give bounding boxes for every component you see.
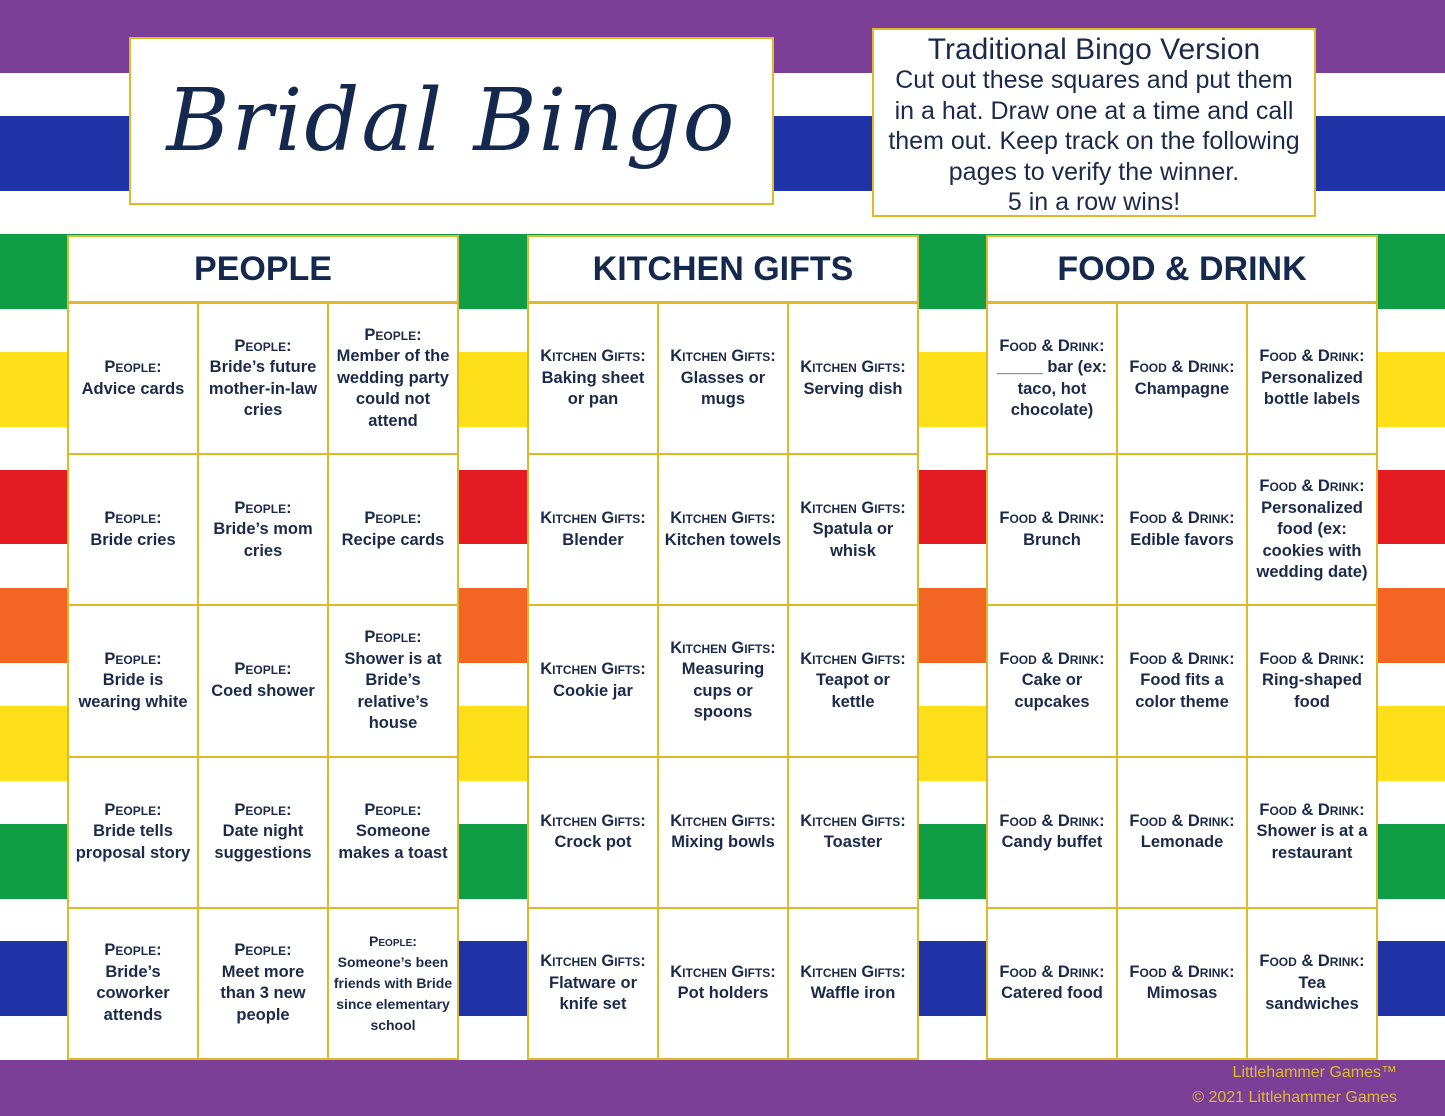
bingo-square	[659, 606, 787, 755]
column-people	[67, 235, 459, 1033]
column-kitchen-gifts	[527, 235, 919, 1014]
square-text: Bride’s mom cries	[213, 520, 313, 560]
square-category: People:	[104, 649, 162, 668]
bingo-square	[988, 455, 1116, 604]
square-text: Serving dish	[803, 379, 903, 398]
square-text: Member of the wedding party could not attend	[336, 347, 450, 430]
square-text: Bride’s coworker attends	[96, 962, 170, 1024]
bingo-grid	[986, 302, 1378, 1060]
bingo-square	[199, 455, 327, 604]
square-category: Kitchen Gifts:	[670, 347, 776, 366]
bingo-square	[1248, 304, 1376, 453]
square-category: Food & Drink:	[1259, 649, 1365, 668]
bingo-grid	[67, 302, 459, 1060]
square-text: Champagne	[1134, 379, 1230, 398]
square-text: _____ bar (ex: taco, hot chocolate)	[996, 358, 1108, 420]
bingo-square	[529, 606, 657, 755]
stripe-purple-bottom	[0, 1060, 1445, 1116]
square-category: People:	[364, 509, 422, 528]
square-text: Toaster	[823, 833, 883, 852]
square-text: Pot holders	[677, 984, 769, 1003]
square-text: Mixing bowls	[671, 833, 775, 852]
square-category: People:	[364, 800, 422, 819]
square-category: Kitchen Gifts:	[800, 962, 906, 981]
column-food-drink	[986, 235, 1378, 1014]
bingo-square	[69, 758, 197, 907]
square-category: People:	[234, 336, 292, 355]
square-category: People:	[234, 498, 292, 517]
instructions-line: pages to verify the winner.	[948, 157, 1240, 186]
square-text: Advice cards	[81, 379, 185, 398]
bingo-square	[199, 909, 327, 1058]
square-text: Food fits a color theme	[1135, 671, 1229, 711]
square-text: Coed shower	[211, 681, 315, 700]
square-category: Kitchen Gifts:	[800, 649, 906, 668]
square-text: Cake or cupcakes	[1014, 671, 1090, 711]
bingo-square	[659, 455, 787, 604]
square-text: Recipe cards	[341, 530, 445, 549]
square-category: Food & Drink:	[999, 336, 1105, 355]
square-text: Bride cries	[90, 530, 176, 549]
square-text: Spatula or whisk	[812, 520, 894, 560]
bingo-square	[529, 758, 657, 907]
bingo-square	[1118, 758, 1246, 907]
bingo-square	[329, 606, 457, 755]
bingo-square	[988, 606, 1116, 755]
square-text: Bride is wearing white	[78, 671, 188, 711]
bingo-square	[199, 606, 327, 755]
bingo-square	[659, 304, 787, 453]
square-category: Kitchen Gifts:	[540, 509, 646, 528]
square-category: People:	[104, 358, 162, 377]
square-category: People:	[234, 941, 292, 960]
bingo-square	[199, 304, 327, 453]
square-text: Brunch	[1023, 530, 1081, 549]
bingo-square	[1248, 606, 1376, 755]
square-category: Food & Drink:	[1129, 811, 1235, 830]
square-text: Kitchen towels	[664, 530, 782, 549]
square-category: Kitchen Gifts:	[800, 358, 906, 377]
footer-brand: Littlehammer Games™	[1232, 1064, 1397, 1081]
square-text: Glasses or mugs	[680, 368, 766, 409]
square-text: Shower is at a restaurant	[1256, 822, 1368, 862]
square-text: Measuring cups or spoons	[681, 660, 765, 722]
square-category: Kitchen Gifts:	[540, 952, 646, 971]
square-category: Food & Drink:	[1259, 347, 1365, 366]
bingo-square	[69, 304, 197, 453]
square-text: Flatware or knife set	[548, 973, 638, 1014]
square-category: Kitchen Gifts:	[670, 509, 776, 528]
square-text: Someone makes a toast	[338, 822, 448, 862]
square-category: Food & Drink:	[1129, 358, 1235, 377]
bingo-square	[1248, 758, 1376, 907]
square-category: Kitchen Gifts:	[800, 498, 906, 517]
square-category: Kitchen Gifts:	[670, 638, 776, 657]
square-text: Teapot or kettle	[816, 671, 890, 711]
bingo-square	[199, 758, 327, 907]
square-category: People:	[104, 509, 162, 528]
bingo-square	[69, 909, 197, 1058]
square-category: Food & Drink:	[1259, 477, 1365, 496]
bingo-square	[529, 304, 657, 453]
square-category: Food & Drink:	[1259, 800, 1365, 819]
square-text: Bride tells proposal story	[75, 822, 191, 862]
square-category: Food & Drink:	[1129, 962, 1235, 981]
square-text: Waffle iron	[810, 984, 896, 1003]
square-category: People:	[104, 800, 162, 819]
page-title: Bridal Bingo	[166, 71, 737, 171]
square-text: Cookie jar	[553, 681, 633, 700]
column-header: KITCHEN GIFTS	[527, 235, 919, 303]
square-category: People:	[234, 660, 292, 679]
square-category: People:	[104, 941, 162, 960]
bingo-square	[789, 909, 917, 1058]
square-text: Ring-shaped food	[1262, 671, 1362, 711]
square-category: Kitchen Gifts:	[670, 962, 776, 981]
instructions-line: in a hat. Draw one at a time and call	[894, 96, 1294, 125]
bingo-square	[789, 606, 917, 755]
square-text: Shower is at Bride’s relative’s house	[344, 649, 442, 733]
square-text: Personalized bottle labels	[1261, 368, 1363, 409]
bingo-square	[1118, 606, 1246, 755]
bingo-square	[329, 455, 457, 604]
bingo-square	[988, 304, 1116, 453]
square-category: Kitchen Gifts:	[800, 811, 906, 830]
square-text: Date night suggestions	[214, 822, 312, 862]
square-text: Baking sheet or pan	[541, 368, 645, 409]
square-text: Mimosas	[1146, 984, 1218, 1003]
bingo-grid	[527, 302, 919, 1060]
square-text: Catered food	[1001, 984, 1103, 1003]
bingo-square	[1248, 455, 1376, 604]
bingo-square	[659, 758, 787, 907]
bingo-square	[988, 909, 1116, 1058]
square-text: Tea sandwiches	[1265, 973, 1359, 1014]
square-category: Food & Drink:	[1259, 952, 1365, 971]
square-category: Food & Drink:	[1129, 649, 1235, 668]
square-category: People:	[369, 932, 417, 949]
square-text: Blender	[562, 530, 624, 549]
square-text: Crock pot	[554, 833, 632, 852]
square-category: Food & Drink:	[999, 811, 1105, 830]
square-category: Food & Drink:	[999, 962, 1105, 981]
bingo-square	[1118, 909, 1246, 1058]
square-text: Edible favors	[1130, 530, 1234, 549]
column-header: FOOD & DRINK	[986, 235, 1378, 303]
bingo-square	[1248, 909, 1376, 1058]
square-category: Kitchen Gifts:	[670, 811, 776, 830]
bingo-square	[529, 909, 657, 1058]
square-text: Personalized food (ex: cookies with wedding date)	[1256, 498, 1368, 582]
bingo-square	[789, 758, 917, 907]
bingo-square	[69, 455, 197, 604]
square-category: People:	[234, 800, 292, 819]
bingo-square	[789, 304, 917, 453]
square-text: Candy buffet	[1001, 833, 1103, 852]
instructions-title: Traditional Bingo Version	[927, 33, 1261, 66]
square-text: Someone’s been friends with Bride since elementary school	[333, 953, 453, 1033]
square-category: Food & Drink:	[1129, 509, 1235, 528]
instructions-line: Cut out these squares and put them	[895, 66, 1293, 94]
square-category: Kitchen Gifts:	[540, 660, 646, 679]
square-text: Bride’s future mother-in-law cries	[208, 358, 318, 420]
bingo-square	[329, 758, 457, 907]
column-header: PEOPLE	[67, 235, 459, 303]
instructions-box	[872, 28, 1316, 217]
bingo-square	[1118, 455, 1246, 604]
instructions-line: them out. Keep track on the following	[888, 127, 1300, 155]
square-category: Food & Drink:	[999, 509, 1105, 528]
footer-copyright: © 2021 Littlehammer Games	[1192, 1089, 1397, 1106]
instructions-line: 5 in a row wins!	[1007, 188, 1181, 216]
bingo-square	[329, 304, 457, 453]
square-category: People:	[364, 628, 422, 647]
square-category: Food & Drink:	[999, 649, 1105, 668]
bingo-square	[69, 606, 197, 755]
square-category: Kitchen Gifts:	[540, 347, 646, 366]
bingo-square	[529, 455, 657, 604]
bingo-square	[329, 909, 457, 1058]
square-text: Lemonade	[1140, 833, 1224, 852]
bingo-square	[789, 455, 917, 604]
bingo-square	[659, 909, 787, 1058]
square-category: People:	[364, 325, 422, 344]
square-text: Meet more than 3 new people	[220, 962, 306, 1024]
title-box	[129, 37, 774, 205]
bingo-square	[1118, 304, 1246, 453]
bingo-square	[988, 758, 1116, 907]
square-category: Kitchen Gifts:	[540, 811, 646, 830]
